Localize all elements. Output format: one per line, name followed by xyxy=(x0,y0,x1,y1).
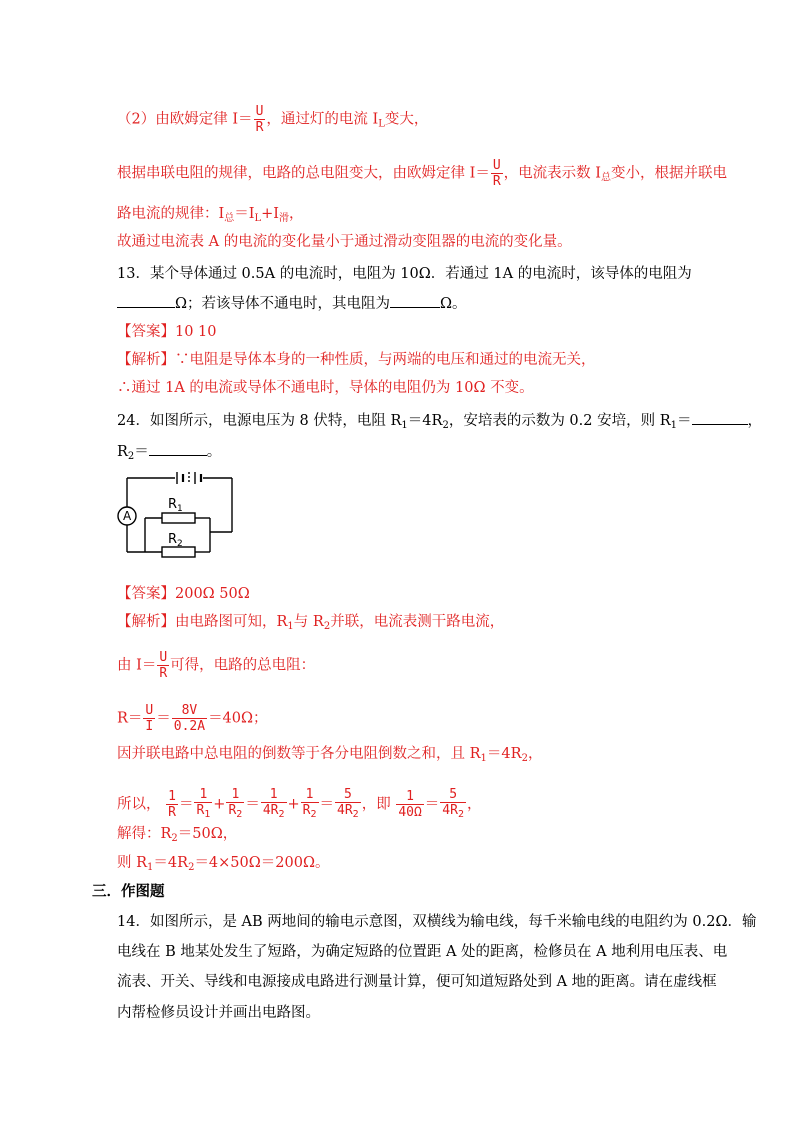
answer-blank xyxy=(149,441,207,456)
section-heading: 三．作图题 xyxy=(92,884,165,900)
answer-blank xyxy=(390,293,440,308)
q24-reciprocal-equation: 所以， $\frac{1}{R}$ ＝ $\frac{1}{R_1}$ + $\frac{1}{R_2}$ ＝ $\frac{1}{4R_2}$ + $\frac{1}{R_2}$ ＝ $\frac{5}{4R_2}$ ，即 $\frac{1}{40\Omega}$ ＝ $\frac{5}{4R_2}$ ， xyxy=(117,787,482,820)
q14-line3: 流表、开关、导线和电源接成电路进行测量计算，便可知道短路处到 A 地的距离。请在虚线框 xyxy=(117,974,717,990)
answer-blank xyxy=(692,410,748,425)
q24-solve: 解得：$R_2=50\Omega$， xyxy=(117,826,238,844)
r2-label: $R_2$ xyxy=(168,532,183,549)
q14-line1: 14．如图所示，是 AB 两地间的输电示意图，双横线为输电线，每千米输电线的电阻约为 0.2Ω．输 xyxy=(117,914,757,930)
fraction-u-over-r: $\frac{U}{R}$ xyxy=(255,104,264,135)
q24-calc-line: R＝ $\frac{U}{I}$ ＝ $\frac{8V}{0.2A}$ ＝40Ω； xyxy=(117,703,268,734)
r1-label: $R_1$ xyxy=(168,497,183,514)
fraction-u-over-r: $\frac{U}{R}$ xyxy=(492,158,501,189)
circuit-diagram xyxy=(115,470,240,560)
q24-analysis-line1: 【解析】由电路图可知，$R_1$与 $R_2$并联，电流表测干路电流， xyxy=(117,614,505,632)
q24-result: 则 $R_1=4R_2=4\times 50\Omega=200\Omega$。 xyxy=(117,855,330,873)
q12-line3: 路电流的规律：$I_总=I_L+I_滑$， xyxy=(117,206,304,224)
q13-analysis-line2: ∴通过 1A 的电流或导体不通电时，导体的电阻仍为 10Ω 不变。 xyxy=(117,380,534,396)
q12-line4: 故通过电流表 A 的电流的变化量小于通过滑动变阻器的电流的变化量。 xyxy=(117,234,572,250)
q13-analysis-line1: 【解析】∵电阻是导体本身的一种性质，与两端的电压和通过的电流无关， xyxy=(117,352,596,368)
resistor-r1 xyxy=(162,513,195,523)
q13-answer: 【答案】10 10 xyxy=(117,324,217,340)
q13-question-line2: Ω；若该导体不通电时，其电阻为 Ω。 xyxy=(117,293,467,314)
q14-line4: 内帮检修员设计并画出电路图。 xyxy=(117,1005,320,1021)
q24-parallel-rule: 因并联电路中总电阻的倒数等于各分电阻倒数之和，且 $R_1=4R_2$， xyxy=(117,746,543,764)
ammeter-label: A xyxy=(123,509,132,523)
q24-question-line2: $R_2=$ 。 xyxy=(117,441,221,467)
q14-line2: 电线在 B 地某处发生了短路，为确定短路的位置距 A 处的距离，检修员在 A 地利用电压表、电 xyxy=(117,944,728,960)
q12-line1: （2）由欧姆定律 I＝ $\frac{U}{R}$ ，通过灯的电流 $I_L$变大， xyxy=(117,104,429,135)
q24-ohm-line: 由 I＝ $\frac{U}{R}$ 可得，电路的总电阻： xyxy=(117,650,316,681)
q24-answer: 【答案】200Ω 50Ω xyxy=(117,586,250,602)
q24-question-line1: 24．如图所示，电源电压为 8 伏特，电阻 $R_1=4R_2$，安培表的示数为 0.2 安培，则 $R_1=$ ， xyxy=(117,410,762,436)
q12-line2: 根据串联电阻的规律，电路的总电阻变大，由欧姆定律 I＝ $\frac{U}{R}$ ，电流表示数 $I_总$变小，根据并联电 xyxy=(117,158,728,189)
q13-question-line1: 13．某个导体通过 0.5A 的电流时，电阻为 10Ω．若通过 1A 的电流时，该导体的电阻为 xyxy=(117,266,692,282)
answer-blank xyxy=(117,293,175,308)
